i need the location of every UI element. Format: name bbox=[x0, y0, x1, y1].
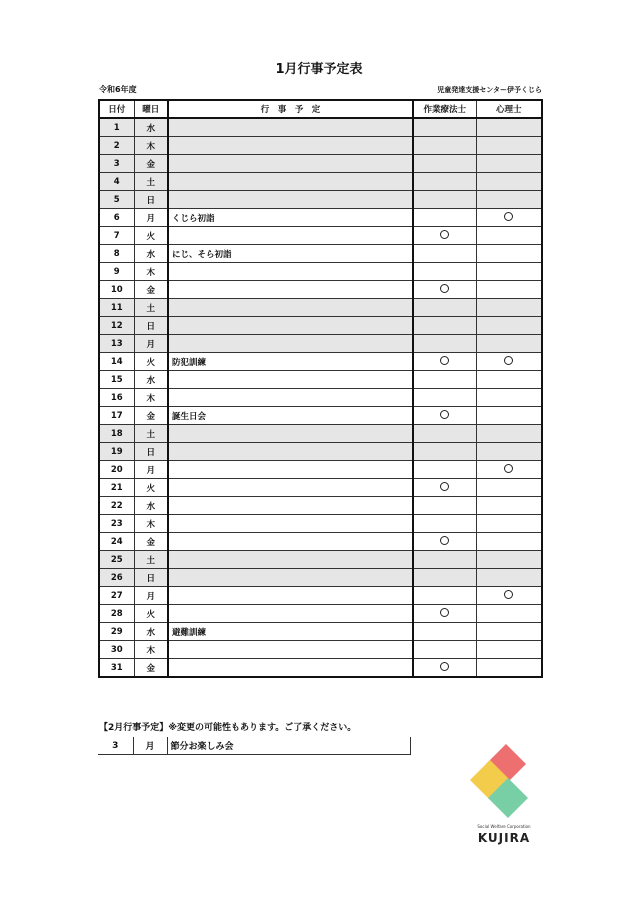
event-cell bbox=[168, 425, 413, 443]
day-cell: 27 bbox=[99, 587, 134, 605]
ot-cell bbox=[413, 641, 476, 659]
table-row bbox=[99, 263, 542, 281]
header-weekday: 曜日 bbox=[134, 100, 168, 118]
ot-cell bbox=[413, 209, 476, 227]
weekday-cell: 木 bbox=[134, 515, 168, 533]
table-row bbox=[99, 389, 542, 407]
ot-cell bbox=[413, 155, 476, 173]
day-cell: 8 bbox=[99, 245, 134, 263]
weekday-cell: 水 bbox=[134, 118, 168, 137]
ot-cell bbox=[413, 479, 476, 497]
ot-cell bbox=[413, 173, 476, 191]
header-psych: 心理士 bbox=[476, 100, 542, 118]
table-row bbox=[99, 245, 542, 263]
circle-mark-icon bbox=[440, 356, 449, 365]
ot-cell bbox=[413, 443, 476, 461]
day-cell: 3 bbox=[99, 155, 134, 173]
event-cell: 避難訓練 bbox=[168, 623, 413, 641]
ot-cell bbox=[413, 551, 476, 569]
table-row bbox=[99, 641, 542, 659]
weekday-cell: 木 bbox=[134, 263, 168, 281]
psych-cell bbox=[476, 533, 542, 551]
event-cell bbox=[168, 155, 413, 173]
event-cell bbox=[168, 263, 413, 281]
event-cell bbox=[168, 533, 413, 551]
table-row bbox=[99, 299, 542, 317]
table-row bbox=[99, 335, 542, 353]
psych-cell bbox=[476, 515, 542, 533]
weekday-cell: 水 bbox=[134, 371, 168, 389]
event-cell bbox=[168, 551, 413, 569]
weekday-cell: 金 bbox=[134, 155, 168, 173]
day-cell: 11 bbox=[99, 299, 134, 317]
header-event: 行 事 予 定 bbox=[168, 100, 413, 118]
day-cell: 31 bbox=[99, 659, 134, 678]
weekday-cell: 火 bbox=[134, 227, 168, 245]
event-cell: 誕生日会 bbox=[168, 407, 413, 425]
table-row bbox=[99, 533, 542, 551]
event-cell bbox=[168, 281, 413, 299]
table-row bbox=[99, 407, 542, 425]
weekday-cell: 金 bbox=[134, 407, 168, 425]
event-cell bbox=[168, 299, 413, 317]
ot-cell bbox=[413, 137, 476, 155]
day-cell: 17 bbox=[99, 407, 134, 425]
page-title: 1月行事予定表 bbox=[275, 62, 363, 77]
psych-cell bbox=[476, 605, 542, 623]
ot-cell bbox=[413, 371, 476, 389]
event-cell: くじら初詣 bbox=[168, 209, 413, 227]
psych-cell bbox=[476, 479, 542, 497]
psych-cell bbox=[476, 353, 542, 371]
table-row bbox=[99, 551, 542, 569]
ot-cell bbox=[413, 533, 476, 551]
ot-cell bbox=[413, 659, 476, 678]
kujira-logo bbox=[470, 744, 540, 844]
weekday-cell: 火 bbox=[134, 479, 168, 497]
day-cell: 12 bbox=[99, 317, 134, 335]
psych-cell bbox=[476, 118, 542, 137]
table-row bbox=[99, 155, 542, 173]
header-ot: 作業療法士 bbox=[413, 100, 476, 118]
event-cell bbox=[168, 569, 413, 587]
ot-cell bbox=[413, 623, 476, 641]
psych-cell bbox=[476, 245, 542, 263]
day-cell: 23 bbox=[99, 515, 134, 533]
weekday-cell: 土 bbox=[134, 173, 168, 191]
day-cell: 7 bbox=[99, 227, 134, 245]
psych-cell bbox=[476, 623, 542, 641]
day-cell: 21 bbox=[99, 479, 134, 497]
table-row bbox=[99, 587, 542, 605]
weekday-cell: 日 bbox=[134, 443, 168, 461]
weekday-cell: 月 bbox=[134, 461, 168, 479]
circle-mark-icon bbox=[440, 662, 449, 671]
weekday-cell: 木 bbox=[134, 389, 168, 407]
weekday-cell: 火 bbox=[134, 353, 168, 371]
table-row bbox=[99, 317, 542, 335]
circle-mark-icon bbox=[440, 482, 449, 491]
circle-mark-icon bbox=[504, 464, 513, 473]
ot-cell bbox=[413, 353, 476, 371]
ot-cell bbox=[413, 515, 476, 533]
event-cell: にじ、そら初詣 bbox=[168, 245, 413, 263]
table-row bbox=[99, 425, 542, 443]
ot-cell bbox=[413, 299, 476, 317]
day-cell: 1 bbox=[99, 118, 134, 137]
psych-cell bbox=[476, 443, 542, 461]
day-cell: 10 bbox=[99, 281, 134, 299]
weekday-cell: 日 bbox=[134, 317, 168, 335]
ot-cell bbox=[413, 389, 476, 407]
schedule-table bbox=[98, 99, 543, 678]
weekday-cell: 土 bbox=[134, 299, 168, 317]
event-cell bbox=[168, 587, 413, 605]
next-month-table bbox=[98, 737, 411, 755]
day-cell: 19 bbox=[99, 443, 134, 461]
logo-subtitle: Social Welfare Corporation bbox=[477, 824, 531, 829]
event-cell bbox=[168, 605, 413, 623]
day-cell: 18 bbox=[99, 425, 134, 443]
circle-mark-icon bbox=[440, 410, 449, 419]
ot-cell bbox=[413, 263, 476, 281]
event-cell bbox=[168, 118, 413, 137]
ot-cell bbox=[413, 569, 476, 587]
ot-cell bbox=[413, 317, 476, 335]
ot-cell bbox=[413, 407, 476, 425]
table-row bbox=[99, 605, 542, 623]
psych-cell bbox=[476, 281, 542, 299]
table-row bbox=[99, 118, 542, 137]
event-cell bbox=[168, 641, 413, 659]
psych-cell bbox=[476, 263, 542, 281]
event-cell bbox=[168, 227, 413, 245]
psych-cell bbox=[476, 173, 542, 191]
table-row bbox=[99, 569, 542, 587]
weekday-cell: 月 bbox=[134, 209, 168, 227]
psych-cell bbox=[476, 371, 542, 389]
table-row bbox=[99, 443, 542, 461]
circle-mark-icon bbox=[504, 590, 513, 599]
event-cell bbox=[168, 659, 413, 678]
day-cell: 15 bbox=[99, 371, 134, 389]
psych-cell bbox=[476, 209, 542, 227]
psych-cell bbox=[476, 137, 542, 155]
event-cell bbox=[168, 515, 413, 533]
day-cell: 9 bbox=[99, 263, 134, 281]
weekday-cell: 水 bbox=[134, 245, 168, 263]
table-row bbox=[99, 281, 542, 299]
next-month-note: 【2月行事予定】※変更の可能性もあります。ご了承ください。 bbox=[99, 723, 357, 733]
weekday-cell: 水 bbox=[134, 497, 168, 515]
day-cell: 6 bbox=[99, 209, 134, 227]
event-cell bbox=[168, 479, 413, 497]
day-cell: 3 bbox=[98, 737, 133, 755]
day-cell: 14 bbox=[99, 353, 134, 371]
weekday-cell: 金 bbox=[134, 281, 168, 299]
circle-mark-icon bbox=[440, 536, 449, 545]
psych-cell bbox=[476, 569, 542, 587]
event-cell: 防犯訓練 bbox=[168, 353, 413, 371]
event-cell bbox=[168, 317, 413, 335]
ot-cell bbox=[413, 461, 476, 479]
table-row bbox=[99, 209, 542, 227]
table-row bbox=[99, 137, 542, 155]
table-row bbox=[99, 497, 542, 515]
psych-cell bbox=[476, 155, 542, 173]
day-cell: 25 bbox=[99, 551, 134, 569]
day-cell: 13 bbox=[99, 335, 134, 353]
weekday-cell: 木 bbox=[134, 137, 168, 155]
event-cell bbox=[168, 137, 413, 155]
weekday-cell: 日 bbox=[134, 191, 168, 209]
table-row bbox=[99, 371, 542, 389]
day-cell: 16 bbox=[99, 389, 134, 407]
event-cell bbox=[168, 443, 413, 461]
table-row bbox=[99, 353, 542, 371]
table-row bbox=[99, 173, 542, 191]
psych-cell bbox=[476, 191, 542, 209]
header-day: 日付 bbox=[99, 100, 134, 118]
psych-cell bbox=[476, 407, 542, 425]
day-cell: 29 bbox=[99, 623, 134, 641]
ot-cell bbox=[413, 281, 476, 299]
event-cell: 節分お楽しみ会 bbox=[167, 737, 410, 755]
psych-cell bbox=[476, 587, 542, 605]
psych-cell bbox=[476, 461, 542, 479]
header-row bbox=[99, 100, 542, 118]
table-row bbox=[99, 191, 542, 209]
circle-mark-icon bbox=[440, 230, 449, 239]
table-row bbox=[99, 461, 542, 479]
day-cell: 20 bbox=[99, 461, 134, 479]
table-row bbox=[99, 227, 542, 245]
ot-cell bbox=[413, 605, 476, 623]
next-month-row bbox=[98, 737, 410, 755]
weekday-cell: 月 bbox=[133, 737, 167, 755]
psych-cell bbox=[476, 425, 542, 443]
event-cell bbox=[168, 191, 413, 209]
weekday-cell: 月 bbox=[134, 335, 168, 353]
ot-cell bbox=[413, 118, 476, 137]
weekday-cell: 金 bbox=[134, 533, 168, 551]
ot-cell bbox=[413, 497, 476, 515]
psych-cell bbox=[476, 659, 542, 678]
circle-mark-icon bbox=[440, 284, 449, 293]
weekday-cell: 土 bbox=[134, 425, 168, 443]
day-cell: 22 bbox=[99, 497, 134, 515]
table-row bbox=[99, 659, 542, 678]
psych-cell bbox=[476, 641, 542, 659]
ot-cell bbox=[413, 587, 476, 605]
event-cell bbox=[168, 371, 413, 389]
organization-name: 児童発達支援センター伊予くじら bbox=[437, 86, 542, 94]
table-row bbox=[99, 515, 542, 533]
ot-cell bbox=[413, 227, 476, 245]
event-cell bbox=[168, 497, 413, 515]
weekday-cell: 土 bbox=[134, 551, 168, 569]
psych-cell bbox=[476, 299, 542, 317]
weekday-cell: 水 bbox=[134, 623, 168, 641]
circle-mark-icon bbox=[504, 356, 513, 365]
weekday-cell: 日 bbox=[134, 569, 168, 587]
logo-name: KUJIRA bbox=[477, 831, 531, 845]
psych-cell bbox=[476, 335, 542, 353]
ot-cell bbox=[413, 245, 476, 263]
day-cell: 30 bbox=[99, 641, 134, 659]
day-cell: 24 bbox=[99, 533, 134, 551]
ot-cell bbox=[413, 425, 476, 443]
weekday-cell: 火 bbox=[134, 605, 168, 623]
ot-cell bbox=[413, 191, 476, 209]
psych-cell bbox=[476, 317, 542, 335]
event-cell bbox=[168, 173, 413, 191]
event-cell bbox=[168, 389, 413, 407]
event-cell bbox=[168, 335, 413, 353]
day-cell: 4 bbox=[99, 173, 134, 191]
fiscal-year: 令和6年度 bbox=[99, 85, 137, 94]
psych-cell bbox=[476, 551, 542, 569]
day-cell: 2 bbox=[99, 137, 134, 155]
weekday-cell: 木 bbox=[134, 641, 168, 659]
table-row bbox=[99, 479, 542, 497]
weekday-cell: 月 bbox=[134, 587, 168, 605]
psych-cell bbox=[476, 497, 542, 515]
weekday-cell: 金 bbox=[134, 659, 168, 678]
circle-mark-icon bbox=[440, 608, 449, 617]
table-row bbox=[99, 623, 542, 641]
ot-cell bbox=[413, 335, 476, 353]
day-cell: 26 bbox=[99, 569, 134, 587]
day-cell: 5 bbox=[99, 191, 134, 209]
event-cell bbox=[168, 461, 413, 479]
psych-cell bbox=[476, 389, 542, 407]
psych-cell bbox=[476, 227, 542, 245]
circle-mark-icon bbox=[504, 212, 513, 221]
day-cell: 28 bbox=[99, 605, 134, 623]
